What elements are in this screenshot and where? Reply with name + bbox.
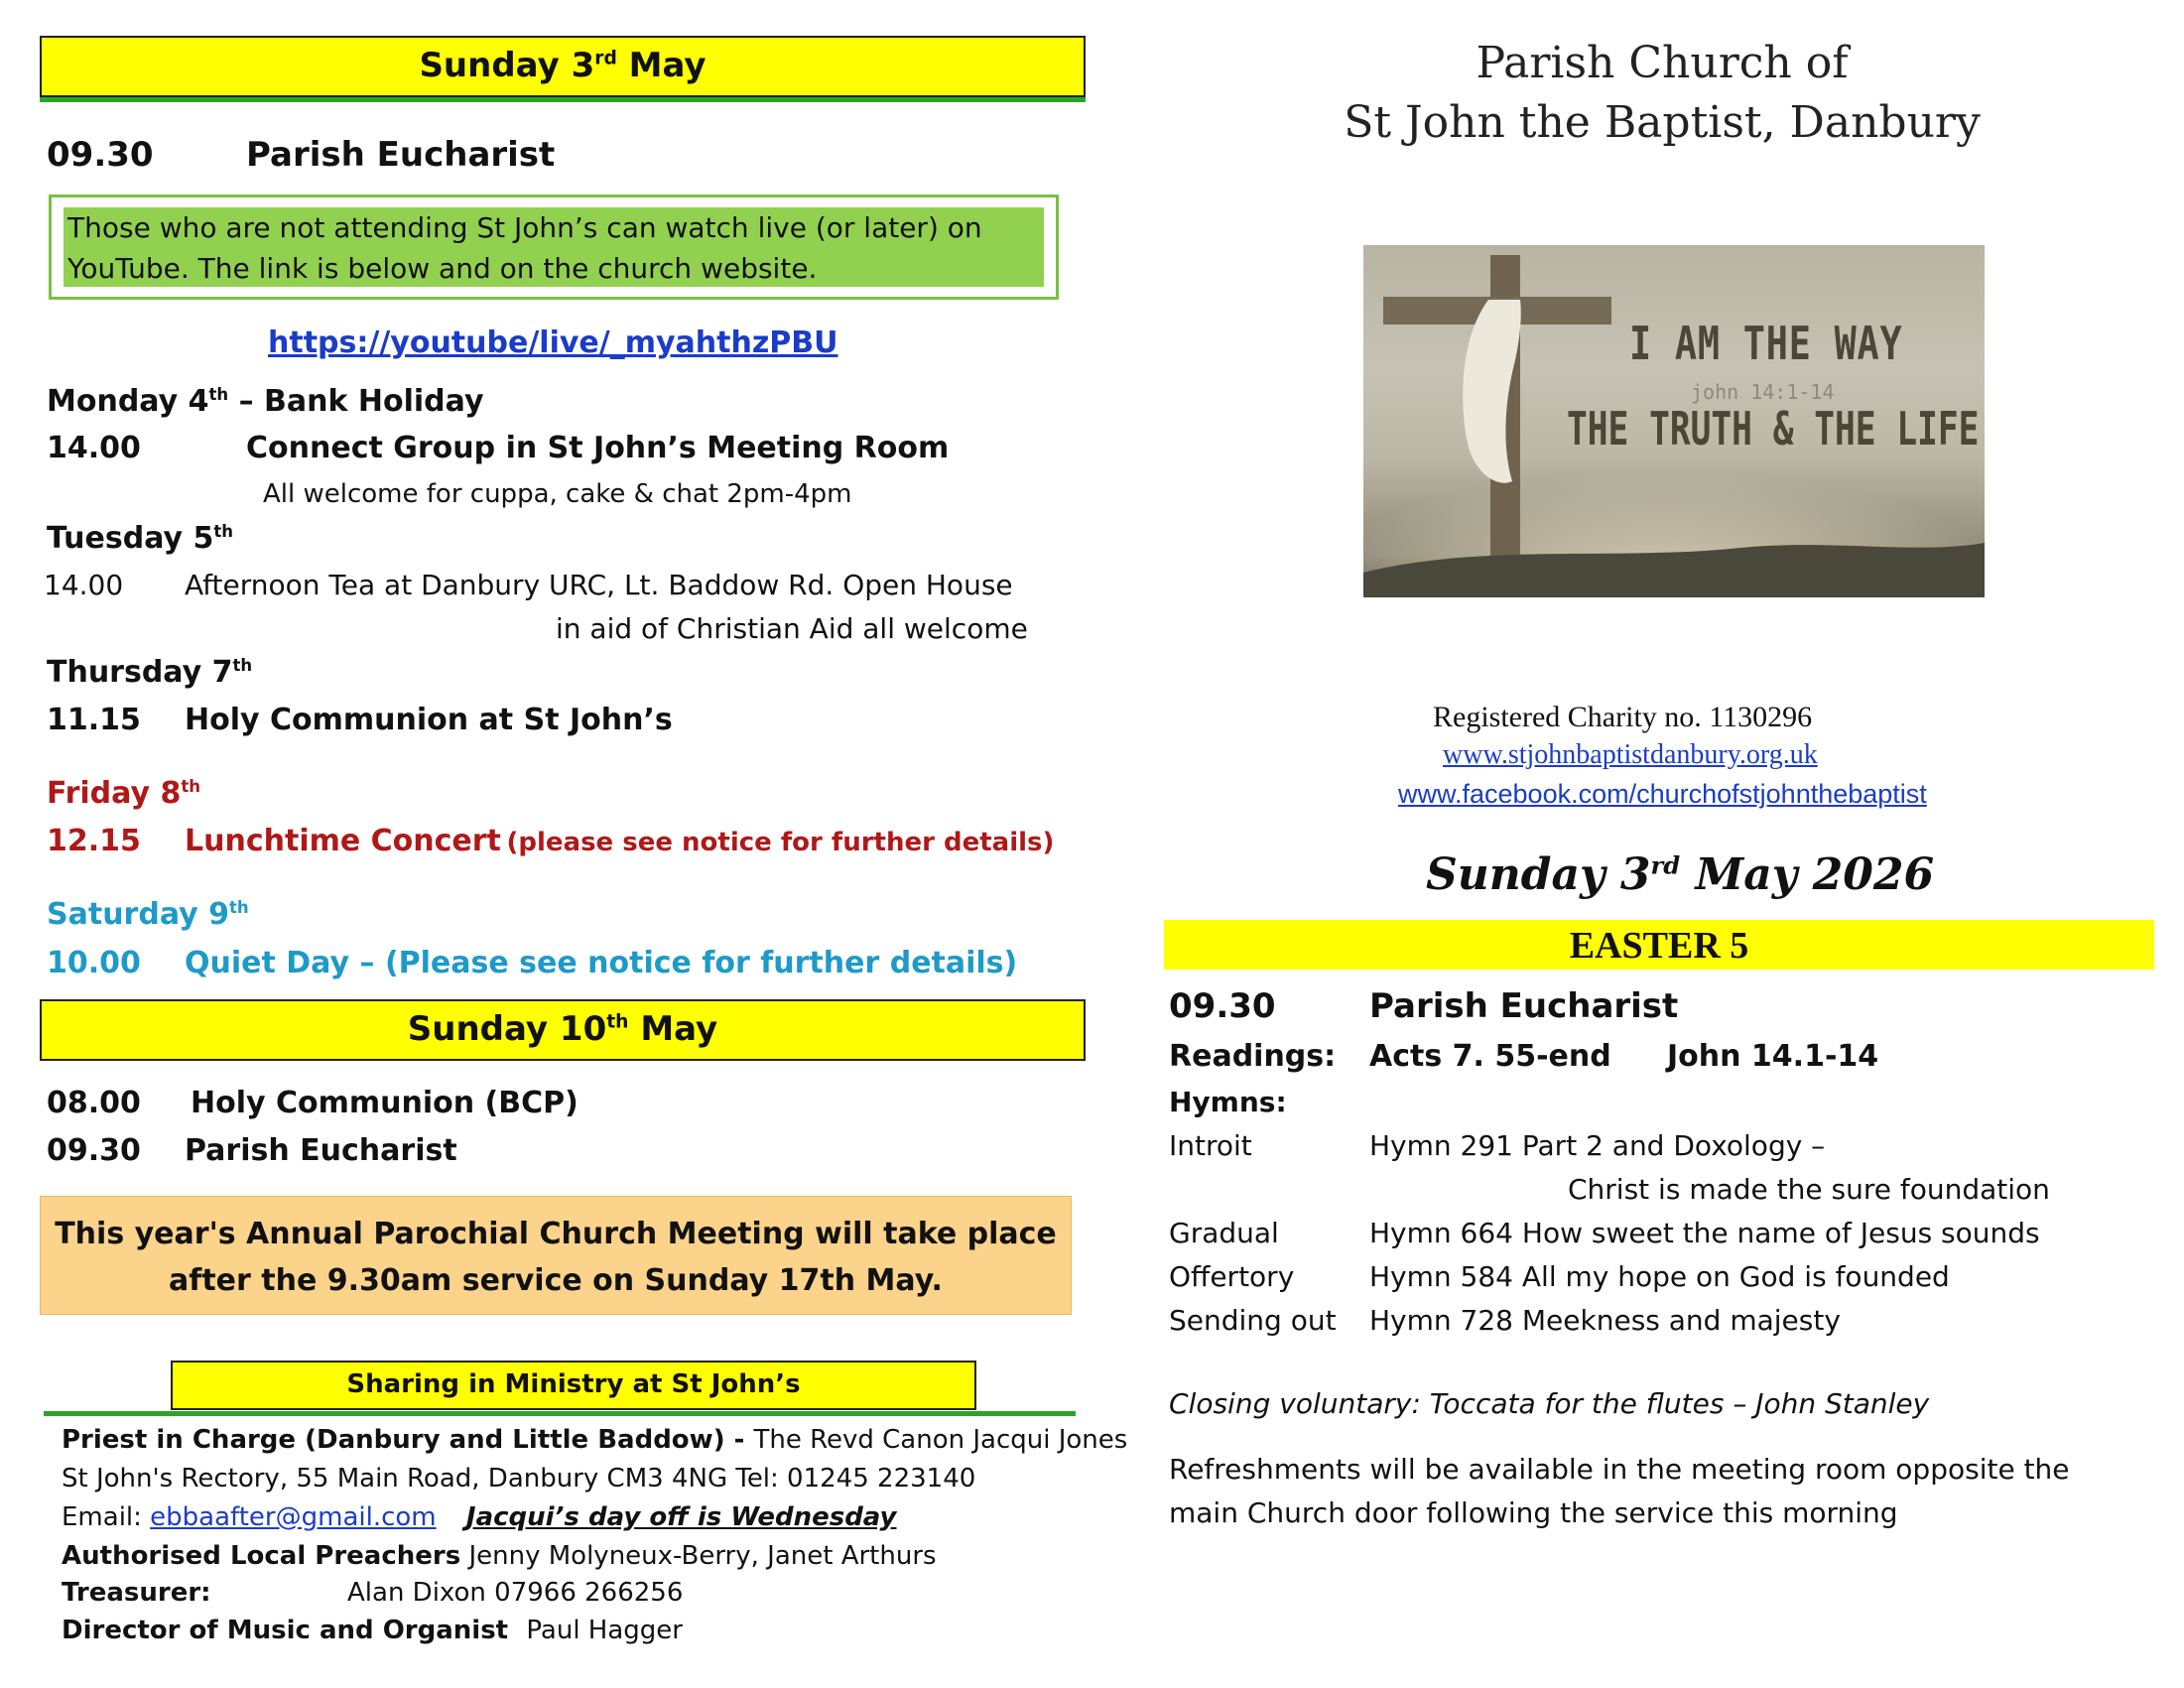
sun10-item-event-1: Holy Communion (BCP) xyxy=(191,1086,578,1120)
saturday-heading: Saturday 9th xyxy=(47,897,249,932)
priest-line: Priest in Charge (Danbury and Little Baddow) - The Revd Canon Jacqui Jones xyxy=(62,1425,1128,1455)
friday-heading: Friday 8th xyxy=(47,776,200,811)
church-name-line1: Parish Church of xyxy=(1476,38,1849,88)
hymn-introit-cont: Christ is made the sure foundation xyxy=(1568,1173,2050,1206)
readings-label: Readings: xyxy=(1169,1039,1337,1074)
cross-image xyxy=(1363,245,1985,597)
monday-heading: Monday 4th – Bank Holiday xyxy=(47,384,484,419)
hymn-slot-gradual: Gradual xyxy=(1169,1217,1279,1249)
reading-first: Acts 7. 55-end xyxy=(1369,1039,1611,1074)
ministry-title: Sharing in Ministry at St John’s xyxy=(171,1361,976,1410)
music-line: Director of Music and Organist Paul Hagger xyxy=(62,1616,683,1645)
image-caption-ref: john 14:1-14 xyxy=(1691,380,1835,404)
ministry-underline xyxy=(44,1411,1076,1416)
service-title: Parish Eucharist xyxy=(1369,986,1679,1026)
sun10-item-time-2: 09.30 xyxy=(47,1133,141,1168)
tuesday-event-line1: Afternoon Tea at Danbury URC, Lt. Baddow Rd. Open House xyxy=(185,569,1013,601)
sun10-item-event-2: Parish Eucharist xyxy=(185,1133,457,1168)
charity-number: Registered Charity no. 1130296 xyxy=(1433,701,1813,733)
hymn-offertory: Hymn 584 All my hope on God is founded xyxy=(1369,1260,1950,1293)
youtube-note-line1: Those who are not attending St John’s can watch live (or later) on xyxy=(67,211,982,244)
service-date: Sunday 3rd May 2026 xyxy=(1426,849,1935,900)
eucharist-title: Parish Eucharist xyxy=(246,135,556,175)
youtube-note-box xyxy=(49,195,1059,300)
email-link[interactable]: ebbaafter@gmail.com xyxy=(150,1502,437,1532)
season-banner: EASTER 5 xyxy=(1164,920,2154,970)
treasurer-label: Treasurer: xyxy=(62,1578,211,1608)
saturday-time: 10.00 xyxy=(47,946,141,980)
treasurer-name: Alan Dixon 07966 266256 xyxy=(347,1578,684,1608)
sun10-item-time-1: 08.00 xyxy=(47,1086,141,1120)
youtube-link[interactable]: https://youtube/live/_myahthzPBU xyxy=(268,325,838,360)
tuesday-time: 14.00 xyxy=(44,569,124,601)
friday-time: 12.15 xyxy=(47,824,141,858)
hymn-introit: Hymn 291 Part 2 and Doxology – xyxy=(1369,1129,1826,1162)
monday-event: Connect Group in St John’s Meeting Room xyxy=(246,431,950,465)
hymn-slot-sending-out: Sending out xyxy=(1169,1304,1337,1337)
eucharist-time: 09.30 xyxy=(47,135,154,175)
tuesday-event-line2: in aid of Christian Aid all welcome xyxy=(556,612,1028,645)
saturday-event: Quiet Day – (Please see notice for further details) xyxy=(185,946,1018,980)
apcm-notice xyxy=(40,1196,1072,1315)
email-line: Email: ebbaafter@gmail.com Jacqui’s day off is Wednesday xyxy=(62,1502,897,1532)
apcm-line1: This year's Annual Parochial Church Meeting will take place xyxy=(55,1217,1057,1251)
hymn-slot-offertory: Offertory xyxy=(1169,1260,1295,1293)
sunday-3-may-header: Sunday 3rd May xyxy=(40,36,1086,97)
refreshments-line2: main Church door following the service this morning xyxy=(1169,1496,1898,1529)
youtube-note-line2: YouTube. The link is below and on the church website. xyxy=(67,252,818,285)
monday-time: 14.00 xyxy=(47,431,141,465)
closing-voluntary: Closing voluntary: Toccata for the flutes – John Stanley xyxy=(1169,1387,1930,1420)
hymn-gradual: Hymn 664 How sweet the name of Jesus sounds xyxy=(1369,1217,2040,1249)
image-caption-line1: I AM THE WAY xyxy=(1629,317,1903,370)
hymn-slot-introit: Introit xyxy=(1169,1129,1252,1162)
church-name-line2: St John the Baptist, Danbury xyxy=(1344,97,1981,148)
image-caption-line2: THE TRUTH & THE LIFE xyxy=(1567,402,1980,455)
monday-note: All welcome for cuppa, cake & chat 2pm-4pm xyxy=(263,479,852,509)
preachers-line: Authorised Local Preachers Jenny Molyneux-Berry, Janet Arthurs xyxy=(62,1541,937,1571)
service-time: 09.30 xyxy=(1169,986,1276,1026)
youtube-note-fill xyxy=(64,207,1044,287)
friday-event: Lunchtime Concert (please see notice for further details) xyxy=(185,824,1055,858)
hymn-sending-out: Hymn 728 Meekness and majesty xyxy=(1369,1304,1841,1337)
rectory-address: St John's Rectory, 55 Main Road, Danbury CM3 4NG Tel: 01245 223140 xyxy=(62,1464,976,1493)
tuesday-heading: Tuesday 5th xyxy=(47,521,234,556)
hymns-label: Hymns: xyxy=(1169,1086,1287,1118)
reading-second: John 14.1-14 xyxy=(1667,1039,1879,1074)
facebook-link[interactable]: www.facebook.com/churchofstjohnthebaptist xyxy=(1398,779,1927,809)
day-off: Jacqui’s day off is Wednesday xyxy=(465,1502,897,1532)
sunday-10-may-header: Sunday 10th May xyxy=(40,999,1086,1061)
website-link[interactable]: www.stjohnbaptistdanbury.org.uk xyxy=(1443,739,1818,770)
header-underline xyxy=(40,97,1086,102)
thursday-event: Holy Communion at St John’s xyxy=(185,703,673,737)
apcm-line2: after the 9.30am service on Sunday 17th May. xyxy=(169,1263,943,1298)
refreshments-line1: Refreshments will be available in the meeting room opposite the xyxy=(1169,1453,2070,1486)
thursday-time: 11.15 xyxy=(47,703,141,737)
thursday-heading: Thursday 7th xyxy=(47,655,253,690)
